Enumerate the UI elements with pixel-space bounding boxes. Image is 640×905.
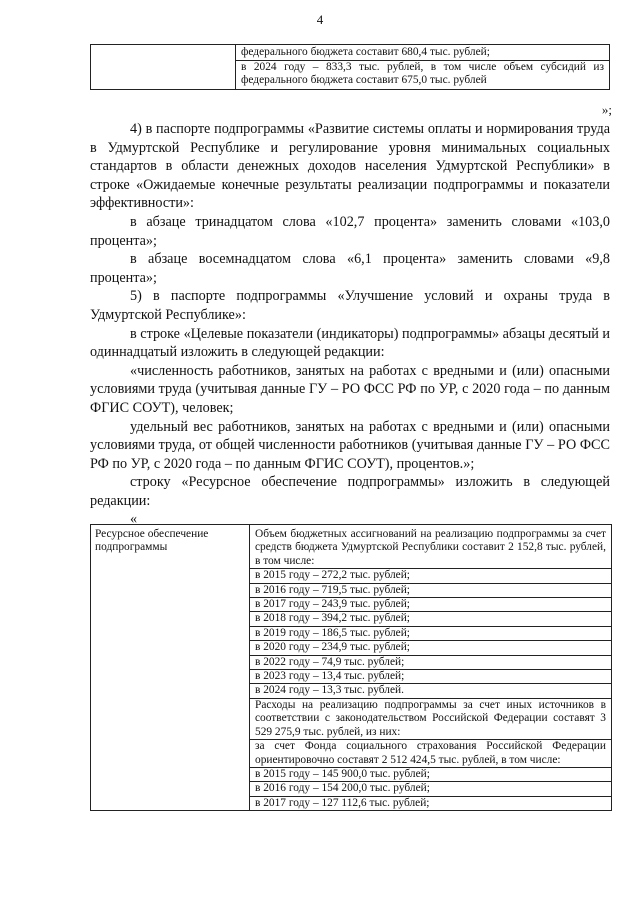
table-line: Объем бюджетных ассигнований на реализацию подпрограммы за счет средств бюджета Удмуртской Республики составит 2 152,8 тыс. рублей, в том числе: [250,528,611,569]
table-line: в 2017 году – 243,9 тыс. рублей; [250,598,611,612]
table-line: в 2019 году – 186,5 тыс. рублей; [250,627,611,641]
table-line: в 2023 году – 13,4 тыс. рублей; [250,670,611,684]
table-line: в 2022 году – 74,9 тыс. рублей; [250,656,611,670]
table-line: в 2017 году – 127 112,6 тыс. рублей; [255,796,430,809]
paragraph: в абзаце тринадцатом слова «102,7 процента» заменить словами «103,0 процента»; [90,213,610,249]
table-line: в 2024 году – 833,3 тыс. рублей, в том числе объем субсидий из федерального бюджета составит 675,0 тыс. рублей [241,60,604,87]
table-value-cell [250,525,612,811]
paragraph: в строке «Целевые показатели (индикаторы) подпрограммы» абзацы десятый и одиннадцатый изложить в следующей редакции: [90,325,610,361]
table-line: за счет Фонда социального страхования Российской Федерации ориентировочно составят 2 512 424,5 тыс. рублей, в том числе: [250,740,611,768]
table-label-cell [91,45,236,90]
document-body [90,120,610,529]
table-line: Расходы на реализацию подпрограммы за счет иных источников в соответствии с законодательством Российской Федерации составят 3 529 275,9 тыс. рублей, из них: [250,699,611,740]
paragraph: строку «Ресурсное обеспечение подпрограммы» изложить в следующей редакции: [90,474,610,509]
opening-quote: « [130,511,138,528]
table-line: в 2024 году – 13,3 тыс. рублей. [250,684,611,698]
closing-quote: »; [601,102,612,117]
paragraph: в абзаце восемнадцатом слова «6,1 процента» заменить словами «9,8 процента»; [90,251,610,286]
table-line: в 2015 году – 272,2 тыс. рублей; [250,569,611,583]
paragraph: удельный вес работников, занятых на работах с вредными и (или) опасными условиями труда, от общей численности работников (учитывая данные ГУ – РО ФСС РФ по УР, с 2020 года – по данным ФГИС СОУТ), процентов.»; [90,418,610,472]
continuation-table [90,44,610,90]
page-number: 4 [316,12,324,27]
paragraph: 5) в паспорте подпрограммы «Улучшение условий и охраны труда в Удмуртской Республике»: [90,288,610,323]
table-line: в 2018 году – 394,2 тыс. рублей; [250,612,611,626]
paragraph: «численность работников, занятых на работах с вредными и (или) опасными условиями труда (учитывая данные ГУ – РО ФСС РФ по УР, с 2020 года – по данным ФГИС СОУТ), человек; [90,362,610,416]
table-row [91,45,610,90]
table-label-cell: Ресурсное обеспечение подпрограммы [91,525,250,811]
table-line: федерального бюджета составит 680,4 тыс. рублей; [236,46,609,61]
table-row [91,525,612,811]
table-line: в 2016 году – 719,5 тыс. рублей; [250,584,611,598]
resource-table [90,524,612,811]
table-line: в 2016 году – 154 200,0 тыс. рублей; [250,782,611,796]
table-line: в 2020 году – 234,9 тыс. рублей; [250,641,611,655]
table-line: в 2015 году – 145 900,0 тыс. рублей; [250,768,611,782]
paragraph: 4) в паспорте подпрограммы «Развитие системы оплаты и нормирования труда в Удмуртской Республике и регулирование уровня минимальных социальных стандартов в области денежных доходов населения Удмуртской Республики» в строке «Ожидаемые конечные результаты реализации подпрограммы и показатели эффективности»: [90,121,610,212]
table-value-cell [236,45,610,90]
